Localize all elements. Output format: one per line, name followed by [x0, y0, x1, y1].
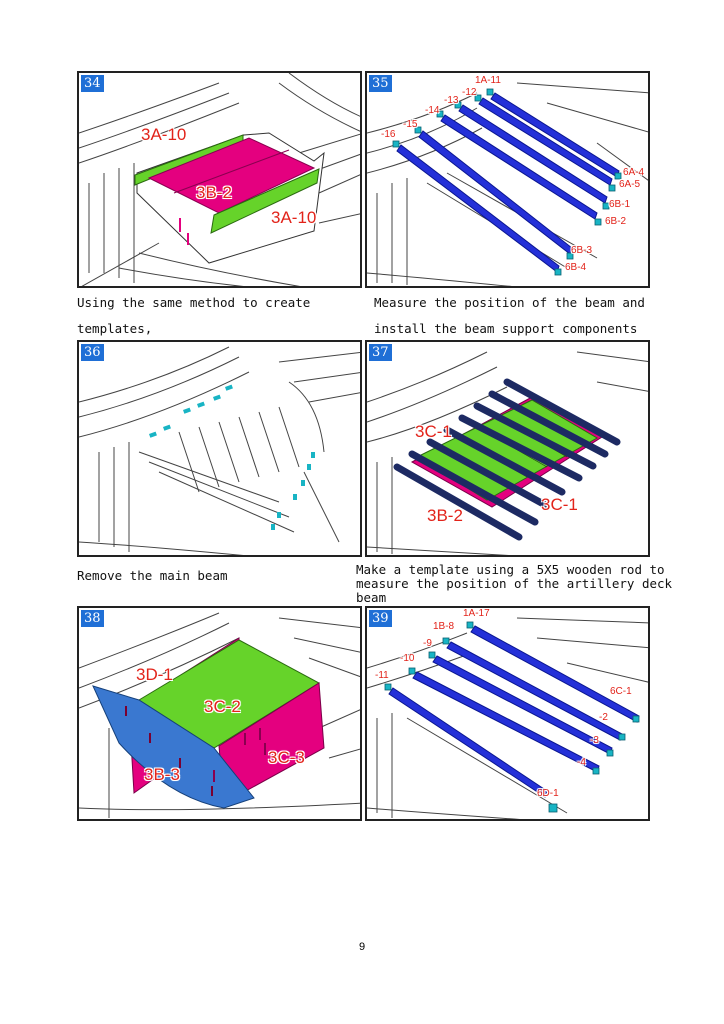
- part-label: -9: [423, 638, 432, 649]
- part-label: 3A-10: [141, 125, 187, 144]
- step-number-badge: 38: [81, 610, 104, 627]
- part-label: 6B-3: [571, 245, 593, 256]
- part-label: 3C-1: [541, 495, 578, 514]
- part-label: 3A-10: [271, 208, 317, 227]
- step-39-panel: [365, 606, 650, 821]
- part-label: 3C-2: [204, 697, 241, 716]
- step-caption: Using the same method to create: [77, 295, 311, 310]
- part-label: -13: [444, 95, 459, 106]
- part-label: 6B-1: [609, 199, 631, 210]
- step-number-badge: 37: [369, 344, 392, 361]
- part-label: -14: [425, 105, 440, 116]
- part-label: 6D-1: [537, 788, 559, 799]
- part-label: 1B-8: [433, 621, 455, 632]
- step-caption: measure the position of the artillery deck: [356, 576, 673, 591]
- part-label: 6C-1: [610, 686, 632, 697]
- part-label: 6A-4: [623, 167, 645, 178]
- part-label: 3D-1: [136, 665, 173, 684]
- step-caption: beam: [356, 590, 387, 605]
- part-label: 3B-2: [196, 183, 232, 202]
- step-34-illustration: [79, 73, 362, 288]
- step-36-illustration: [79, 342, 362, 557]
- part-label: -16: [381, 129, 396, 140]
- part-label: 6A-5: [619, 179, 641, 190]
- step-number-badge: 36: [81, 344, 104, 361]
- part-label: -11: [375, 670, 389, 681]
- step-caption: Measure the position of the beam and: [374, 295, 645, 310]
- part-label: 1A-11: [475, 75, 501, 86]
- part-label: 3C-1: [415, 422, 452, 441]
- step-36-panel: [77, 340, 362, 557]
- part-label: -15: [403, 119, 418, 130]
- part-label: 3B-3: [144, 765, 180, 784]
- step-caption: install the beam support components: [374, 321, 638, 336]
- part-label: -2: [599, 712, 608, 723]
- part-label: -3: [590, 735, 599, 746]
- step-38-panel: [77, 606, 362, 821]
- step-34-panel: [77, 71, 362, 288]
- step-caption: templates,: [77, 321, 153, 336]
- part-label: 6B-4: [565, 262, 587, 273]
- part-label: -4: [577, 757, 586, 768]
- step-35-illustration: [367, 73, 650, 288]
- part-label: 3C-3: [268, 748, 305, 767]
- step-37-panel: [365, 340, 650, 557]
- step-caption: Make a template using a 5X5 wooden rod to: [356, 562, 665, 577]
- step-37-illustration: [367, 342, 650, 557]
- part-label: 3B-2: [427, 506, 463, 525]
- part-label: -10: [400, 653, 415, 664]
- step-caption: Remove the main beam: [77, 568, 228, 583]
- page-number: 9: [358, 941, 366, 953]
- part-label: -12: [462, 87, 477, 98]
- part-label: 6B-2: [605, 216, 627, 227]
- part-label: 1A-17: [463, 608, 490, 619]
- step-number-badge: 39: [369, 610, 392, 627]
- step-number-badge: 34: [81, 75, 104, 92]
- step-35-panel: [365, 71, 650, 288]
- step-number-badge: 35: [369, 75, 392, 92]
